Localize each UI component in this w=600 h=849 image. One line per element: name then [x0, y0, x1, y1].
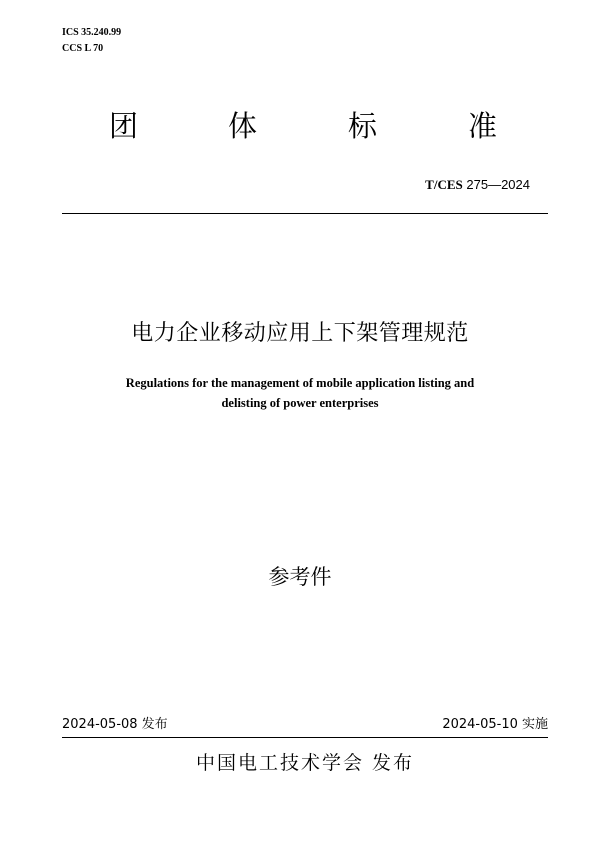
issuing-organization: 中国电工技术学会 发布 [195, 752, 415, 774]
standard-type-char: 标 [348, 109, 378, 143]
publish-date: 2024-05-08 发布 [62, 717, 168, 732]
ics-code: ICS 35.240.99 [62, 27, 122, 38]
english-title-line-1: Regulations for the management of mobile application listing and [125, 376, 475, 390]
reference-copy-label: 参考件 [268, 565, 332, 589]
standard-number-value: 275—2024 [466, 177, 530, 192]
standard-type-heading [0, 106, 600, 146]
ccs-code: CCS L 70 [62, 43, 104, 54]
english-title [0, 373, 600, 413]
standard-number-prefix: T/CES [425, 177, 463, 192]
standard-type-char: 团 [109, 109, 139, 143]
english-title-line-2: delisting of power enterprises [221, 396, 379, 410]
standard-type-char: 体 [228, 109, 258, 143]
standard-number [425, 177, 530, 193]
standard-type-char: 准 [468, 109, 498, 143]
implementation-date: 2024-05-10 实施 [442, 717, 548, 732]
footer-divider [62, 737, 548, 738]
header-divider [62, 213, 548, 214]
chinese-title: 电力企业移动应用上下架管理规范 [131, 321, 469, 346]
